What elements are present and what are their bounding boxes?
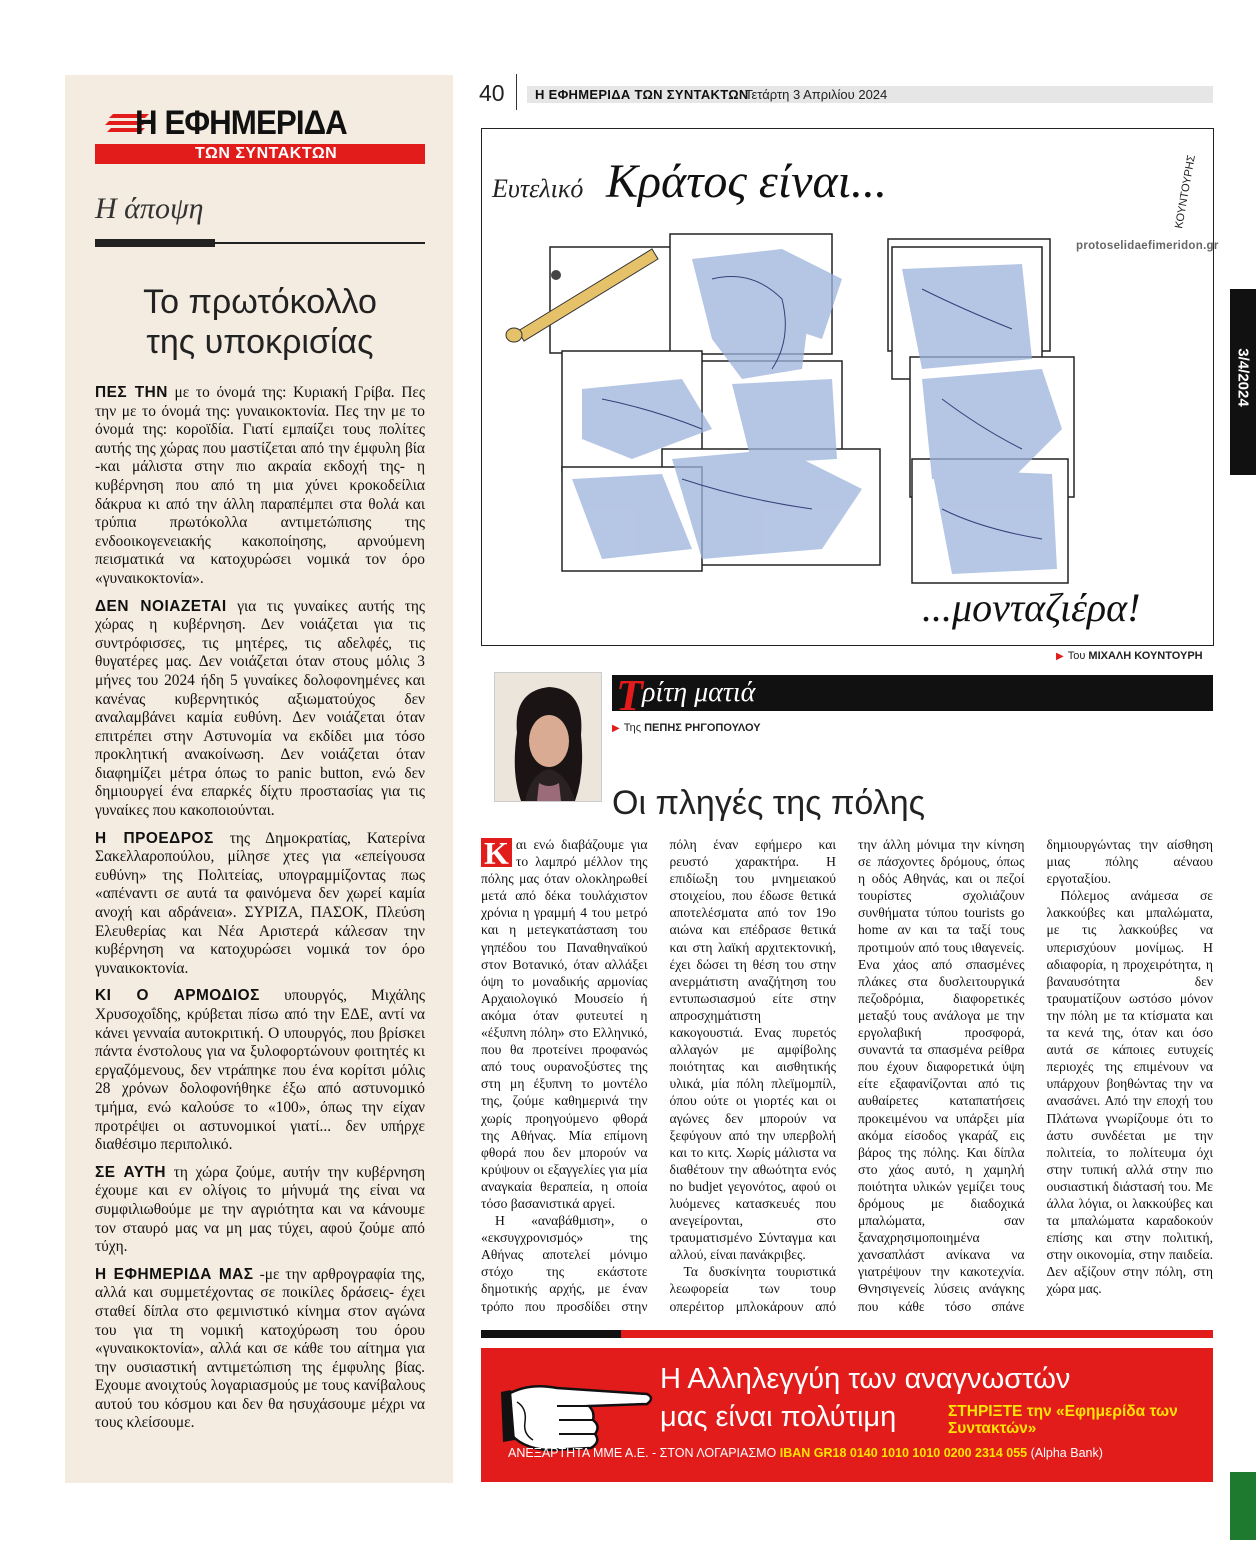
editorial-title-line1: Το πρωτόκολλο [143,283,377,321]
article-paragraph [481,836,648,1212]
editorial-paragraph [95,987,425,1154]
credit-name: ΜΙΧΑΛΗ ΚΟΥΝΤΟΥΡΗ [1088,650,1203,662]
paragraph-lead: ΠΕΣ ΤΗΝ [95,384,168,401]
editorial-paragraph [95,384,425,589]
section-rule-thick [95,239,215,247]
article-paragraph: Πόλεμος ανάμεσα σε λακκούβες και μπαλώματα, με τις λακκούβες να υπερισχύουν μονίμως. Η αδιαφορία, η προχειρότητα, η βαναυσότητα δεν τραυματίζουν ωστόσο μόνον την πόλη με τα κτίσματα και τα κενά της, όταν και όσο αυτά σε κάποιες ευτυχείς περιοχές της επιμένουν να υπάρχουν βοηθώντας την να ανασάνει. Από την εποχή του Πλάτωνα γνωρίζουμε ότι το άστυ συνδέεται με την πολιτεία, το πολίτευμα όχι στην τυπική αλλά στην πιο ουσιαστική διάστασή του. Με άλλα λόγια, οι λακκούβες και τα μπαλώματα καραδοκούν επίσης και στην πολιτική, στην οικονομία, στην παιδεία. Δεν αξίζουν στην πόλη, στη χώρα μας. [1046,888,1213,1297]
paragraph-text: τη χώρα ζούμε, αυτήν την κυβέρνηση έχουμε και εν ολίγοις το μήνυμά της είναι να συμφιλιωθούμε με την αγριότητα και να κάνουμε τον σταυρό μας να μη μας τύχει, αφού ζούμε από τύχη. [95,1163,425,1256]
date-side-tab [1230,289,1256,475]
author-photo [494,672,602,802]
ad-headline-2: μας είναι πολύτιμη [660,1401,897,1433]
paragraph-text: αι ενώ διαβάζουμε για το λαμπρό μέλλον της πόλης μας όταν ολοκληρωθεί μετά από δέκα τουλάχιστον χρόνια η γραμμή 4 του μετρό και η μετεγκατάσταση του γηπέδου του Παναθηναϊκού στον Βοτανικό, όταν αλλάξει όψη το μοναδικής αρμονίας Αρχαιολογικό Μουσείο ή ακόμα όταν φυτευτεί η «έξυπνη πόλη» στο Ελληνικό, που θα προτείνει προφανώς από τους ουρανοξύστες της στη μη έξυπνη το μοντέλο της, ζούμε καθημερινά την χωρίς προηγούμενο φθορά της Αθήνας. Μία επίμονη φθορά που δεν μπορούν να κρύψουν οι εξαγγελίες για μία αναγκαία θεραπεία, η οποία τόσο βασανιστικά αργεί. [481,837,648,1211]
cartoon-credit [1056,650,1203,662]
paragraph-lead: ΔΕΝ ΝΟΙΑΖΕΤΑΙ [95,597,227,615]
ad-cta: ΣΤΗΡΙΞΤΕ την «Εφημερίδα των Συντακτών» [948,1403,1178,1437]
cartoon-caption-top-small: Ευτελικό [492,174,584,203]
section-title: Η άποψη [95,192,204,225]
ad-bank: (Alpha Bank) [1030,1446,1103,1460]
logo-line2: ΤΩΝ ΣΥΝΤΑΚΤΩΝ [195,145,338,162]
cartoon-caption-top: Κράτος είναι... [606,155,887,208]
editorial-title [95,282,425,362]
cartoon-signature: ΚΟΥΝΤΟΥΡΗΣ [1173,153,1198,230]
article-title: Οι πληγές της πόλης [612,784,925,822]
cartoon-drawing [482,129,1213,645]
editorial-paragraph [95,1164,425,1257]
paragraph-text: με το όνομά της: Κυριακή Γρίβα. Πες την με το όνομά της: γυναικοκτονία. Πες την με το όνομά της: κοροϊδία. Γιατί εμπαίζει τους πολίτες αυτής της χώρας που μαστίζεται από την έμφυλη βία -και μάλιστα στην πιο ακραία εκδοχή της- η κυβέρνηση που από τη μια χύνει κροκοδείλια δάκρυα κι από την άλλη παραπέμπει στα θολά και τρύπια πρωτόκολλα αντιμετώπισης της ενδοοικογενειακής κακοποίησης, αρνούμενη πεισματικά να κατοχυρώσει νομικά τον όρο «γυναικοκτονία». [95,384,425,587]
paragraph-lead: Η ΠΡΟΕΔΡΟΣ [95,829,214,847]
paragraph-text: της Δημοκρατίας, Κατερίνα Σακελλαροπούλου, μίλησε χτες για «επείγουσα ευθύνη» της Πολιτείας, υπογραμμίζοντας πως «απέναντι σε αυτά τα φαινόμενα δεν χωρεί καμία ανοχή και αδράνεια». ΣΥΡΙΖΑ, ΠΑΣΟΚ, Πλεύση Ελευθερίας και Νέα Αριστερά κάλεσαν την κυβέρνηση να κατοχυρώσει νομικά τον όρο γυναικοκτονία. [95,829,426,977]
paragraph-lead: ΚΙ Ο ΑΡΜΟΔΙΟΣ [95,987,260,1005]
column-name: ρίτη ματιά [642,677,756,708]
editorial-title-line2: της υποκρισίας [146,323,374,361]
byline-name: ΠΕΠΗΣ ΡΗΓΟΠΟΥΛΟΥ [644,722,761,734]
editorial-paragraph [95,1266,425,1433]
paragraph-lead: ΣΕ ΑΥΤΗ [95,1163,167,1181]
triangle-icon: ▶ [1056,651,1064,662]
column-initial: Τ [616,671,643,720]
byline-prefix: Της [623,722,642,734]
header-date: Τετάρτη 3 Απριλίου 2024 [745,87,888,102]
ad-account-text: ΑΝΕΞΑΡΤΗΤΑ ΜΜΕ Α.Ε. - ΣΤΟΝ ΛΟΓΑΡΙΑΣΜΟ [508,1446,777,1460]
newspaper-logo [95,104,425,164]
column-byline [612,722,761,734]
editorial-paragraph [95,598,425,821]
watermark: protoselidaefimeridon.gr [1076,240,1219,252]
logo-line1: Η ΕΦΗΜΕΡΙΔΑ [135,104,347,142]
article-body [481,836,1213,1322]
page-number: 40 [479,80,505,106]
author-portrait [495,673,601,801]
cartoon [481,128,1214,646]
side-tab-date: 3/4/2024 [1234,348,1252,407]
paragraph-lead: Η ΕΦΗΜΕΡΙΔΑ ΜΑΣ [95,1265,254,1283]
cartoon-caption-bottom: ...μονταζιέρα! [922,585,1141,630]
drop-cap: Κ [481,838,512,867]
editorial-body [95,384,425,1442]
credit-prefix: Του [1067,650,1086,662]
article-paragraph: Η «αναβάθμιση», ο «εκσυγχρονισμός» της Αθήνας αποτελεί μόνιμο στόχο της εκάστοτε δημοτικής αρχής, με έναν τρόπο που προσδίδει στην πόλη έναν εφήμερο και ρευστό χαρακτήρα. Η επιδίωξη του μνημειακού στοιχείου, που έδωσε θετικά αποτελέσματα από τον 19ο αιώνα και επέδρασε θετικά και στη λαϊκή αρχιτεκτονική, έχει δώσει τη θέση του στην ανερμάτιστη αναζήτηση του εντυπωσιασμού είτε στην απροσχημάτιστη κακογουστιά. Ενας πυρετός αλλαγών με αμφίβολης ποιότητας και αισθητικής υλικά, μία πόλη πλεϊμομπίλ, όπου ούτε οι γιορτές και οι αγώνες δεν μπορούν να ξεφύγουν από την υπερβολή και το κιτς. Χωρίς μάλιστα να διαθέτουν την αθωότητα ενός no budjet γεγονότος, αφού οι λυόμενες κατασκευές που ανεγείρονται, στο τραυματισμένο Σύνταγμα και αλλού, είναι πανάκριβες. [481,837,836,1314]
triangle-icon: ▶ [612,723,620,734]
ad-iban: IBAN GR18 0140 1010 1010 0200 2314 055 [779,1446,1028,1460]
ad-account-line [508,1446,1103,1460]
paragraph-text: υπουργός, Μιχάλης Χρυσοχοΐδης, κρύβεται πίσω από την ΕΔΕ, αντί να κάνει γενναία αυτοκριτική. Ο υπουργός, που βρίσκει πάντα ένστολους για να ξυλοφορτώνουν φοιτητές κι εργαζόμενους, δεν ντράπηκε που ένα κορίτσι μόλις 28 χρόνων δολοφονήθηκε έξω από αστυνομικό τμήμα, ενώ καλούσε το «100», όπως την είχαν προτρέψει οι αστυνομικοί γιατί... δεν υπήρχε διαθέσιμο περιπολικό. [95,987,425,1154]
paragraph-text: για τις γυναίκες αυτής της χώρας η κυβέρνηση. Δεν νοιάζεται για τις συντρόφισσες, τις μητέρες, τις αδελφές, τις θυγατέρες μας. Δεν νοιάζεται όταν στους μόλις 3 μήνες του 2024 ήδη 5 γυναίκες δολοφονημένες και κανένας κυβερνητικός αξιωματούχος δεν αναλαμβάνει καμία ευθύνη. Δεν νοιάζεται όταν επιτρέπει στην Αστυνομία να εκδίδει μια τόσο προκλητική ανακοίνωση. Δεν νοιάζεται όταν διαφημίζει μέτρα όπως το panic button, ενώ δεν δημιουργεί ένα επαρκές δίχτυ προστασίας για τις γυναίκες που κακοποιούνται. [95,597,426,820]
green-side-tab [1230,1472,1256,1540]
ad-top-rule-black [481,1330,621,1338]
paragraph-text: -με την αρθρογραφία της, αλλά και συμμετέχοντας σε ποικίλες δράσεις- έχει σταθεί δίπλα στο φεμινιστικό κίνημα στον αγώνα του για τη νομική κατοχύρωση του όρου «γυναικοκτονία», αλλά και σε κάθε του αίτημα για την ουσιαστική αντιμετώπιση της έμφυλης βίας. Εχουμε ανοιχτούς λογαριασμούς με τους κανίβαλους αυτού του κόσμου και δεν θα ησυχάσουμε μέχρι να τους κλείσουμε. [95,1265,425,1432]
article-paragraph: Τα δυσκίνητα τουριστικά λεωφορεία των τουρ οπερέιτορ μπλοκάρουν από την άλλη μόνιμα την κίνηση σε πάσχοντες δρόμους, όπως η οδός Αθηνάς, και οι πεζοί τουρίστες σχολιάζουν συνθήματα τύπου tourists go home αν και τα ταξί τους προτιμούν από τους ιθαγενείς. Ενα χάος από σπασμένες πλάκες στα δυσλειτουργικά πεζοδρόμια, διαφορετικές μεταξύ τους ανάλογα με την εργολαβική προσφορά, συναντά τα σπασμένα ρείθρα που έχουν διαφορετικά ύψη είτε εξαφανίζονται από τις αυθαίρετες καταπατήσεις προκειμένου να υπάρξει μία ακόμα είσοδος γκαράζ εις βάρος της πόλης. Και δίπλα στο χάος αυτό, η χαμηλή ποιότητα υλικών γεμίζει τους δρόμους με διαδοχικά μπαλώματα, σαν ξαναχρησιμοποιημένα χανσαπλάστ ανίκανα να γιατρέψουν την κακοτεχνία. Θνησιγενείς λύσεις ανάγκης που κάθε τόσο σπάνε δημιουργώντας την αίσθηση μιας πόλης αέναου εργοταξίου. [669,837,1213,1314]
ad-headline-1: Η Αλληλεγγύη των αναγνωστών [660,1363,1071,1395]
header-separator [516,74,517,110]
editorial-paragraph [95,830,425,979]
header-newspaper-name: Η ΕΦΗΜΕΡΙΔΑ ΤΩΝ ΣΥΝΤΑΚΤΩΝ [535,87,749,102]
